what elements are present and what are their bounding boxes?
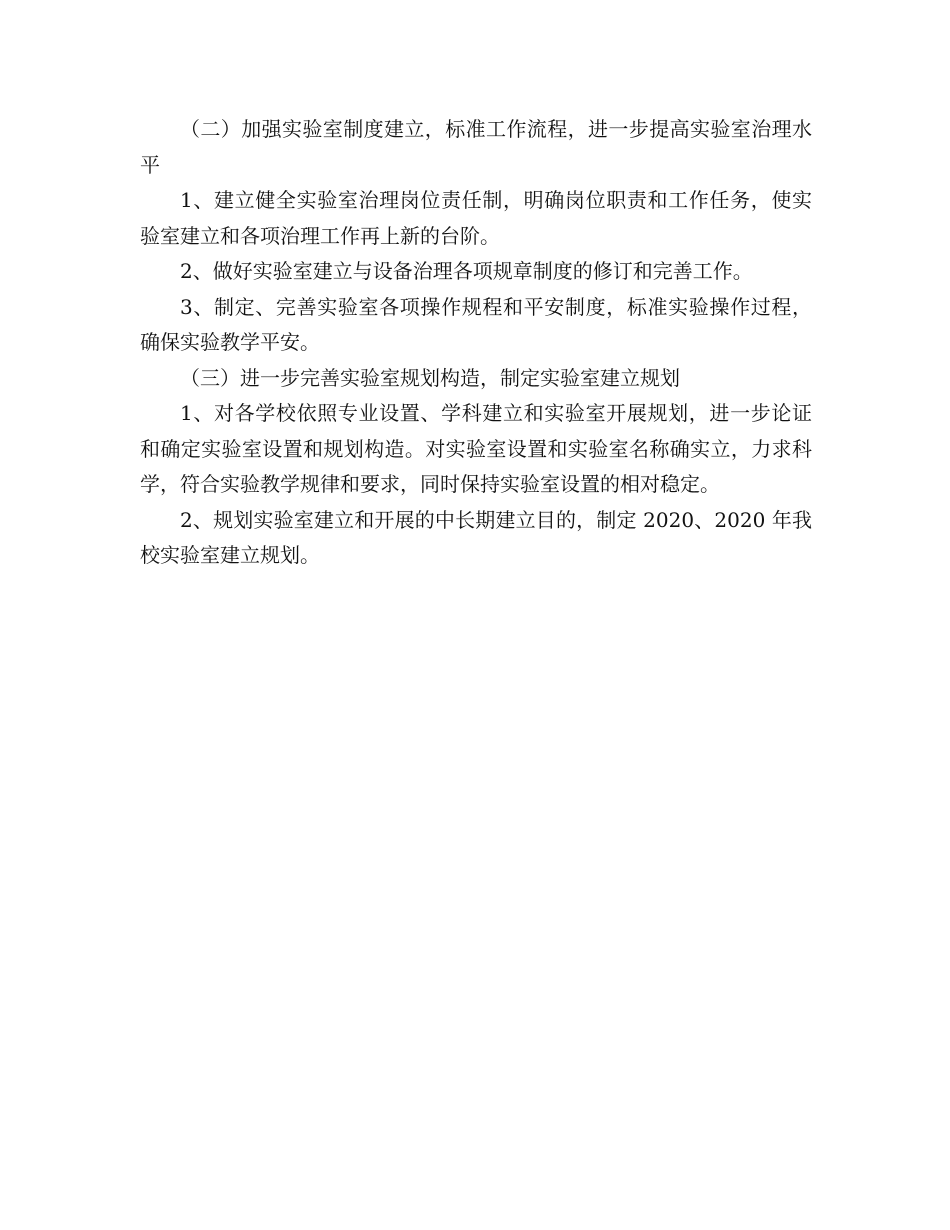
paragraph-2-3: 3、制定、完善实验室各项操作规程和平安制度，标准实验操作过程，确保实验教学平安。	[140, 294, 812, 354]
section-heading-3: （三）进一步完善实验室规划构造，制定实验室建立规划	[180, 365, 680, 390]
paragraph-3-2: 2、规划实验室建立和开展的中长期建立目的，制定 2020、2020 年我校实验室建立规划。	[140, 507, 812, 567]
paragraph-2-2: 2、做好实验室建立与设备治理各项规章制度的修订和完善工作。	[180, 259, 753, 283]
paragraph-2-1: 1、建立健全实验室治理岗位责任制，明确岗位职责和工作任务，使实验室建立和各项治理工作再上新的台阶。	[140, 188, 812, 248]
document-body	[140, 112, 812, 574]
section-heading-2: （二）加强实验室制度建立，标准工作流程，进一步提高实验室治理水平	[140, 117, 812, 177]
paragraph-3-1: 1、对各学校依照专业设置、学科建立和实验室开展规划，进一步论证和确定实验室设置和规划构造。对实验室设置和实验室名称确实立，力求科学，符合实验教学规律和要求，同时保持实验室设置的相对稳定。	[140, 401, 812, 496]
